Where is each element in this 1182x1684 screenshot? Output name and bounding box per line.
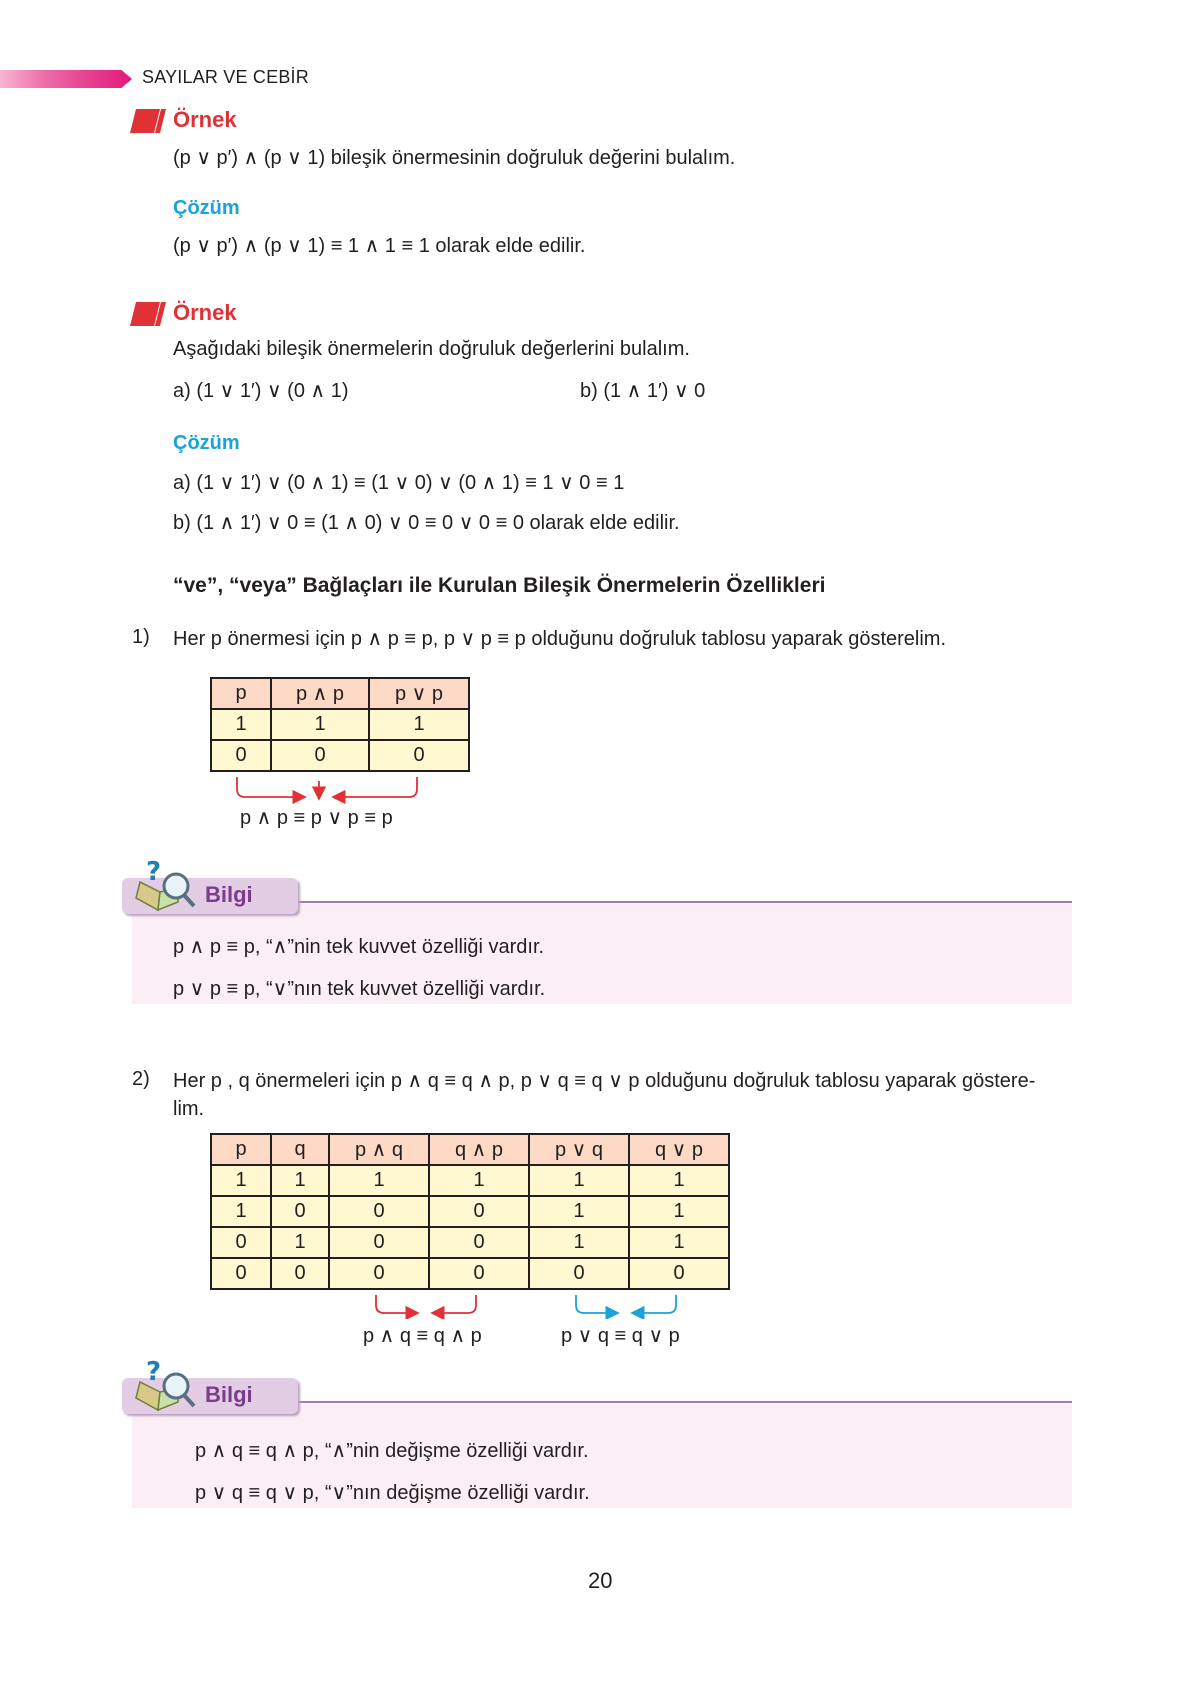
table-cell: 1 — [271, 1165, 329, 1196]
table-header-cell: p — [211, 1134, 271, 1165]
table-row — [211, 1258, 729, 1289]
item-1-number: 1) — [132, 626, 150, 648]
truth-table-1 — [210, 677, 470, 772]
example-1-solution: (p ∨ p′) ∧ (p ∨ 1) ≡ 1 ∧ 1 ≡ 1 olarak elde edilir. — [173, 235, 586, 257]
table-header-cell: p — [211, 678, 271, 709]
table-cell: 0 — [429, 1227, 529, 1258]
example-2-solution-b: b) (1 ∧ 1′) ∨ 0 ≡ (1 ∧ 0) ∨ 0 ≡ 0 ∨ 0 ≡ 0 olarak elde edilir. — [173, 512, 680, 534]
example-2-label: Örnek — [173, 300, 237, 325]
info-magnifier-book-icon — [132, 858, 198, 918]
bilgi-1-rule — [290, 901, 1072, 903]
table-cell: 1 — [211, 1196, 271, 1227]
item-2-number: 2) — [132, 1068, 150, 1090]
table-header-cell: q ∨ p — [629, 1134, 729, 1165]
bilgi-2-rule — [290, 1401, 1072, 1403]
table-cell: 0 — [329, 1258, 429, 1289]
example-1-problem: (p ∨ p′) ∧ (p ∨ 1) bileşik önermesinin doğruluk değerini bulalım. — [173, 147, 736, 169]
table-header-cell: p ∧ p — [271, 678, 369, 709]
table-row — [211, 740, 469, 771]
table-cell: 1 — [529, 1227, 629, 1258]
bilgi-2-line-1: p ∧ q ≡ q ∧ p, “∧”nin değişme özelliği vardır. — [195, 1440, 589, 1462]
page-number: 20 — [588, 1568, 613, 1593]
example-1-solution-label: Çözüm — [173, 197, 240, 219]
table-header-cell: p ∨ p — [369, 678, 469, 709]
table-cell: 1 — [529, 1196, 629, 1227]
table-cell: 1 — [271, 1227, 329, 1258]
table-header-cell: q ∧ p — [429, 1134, 529, 1165]
example-2-solution-a: a) (1 ∨ 1′) ∨ (0 ∧ 1) ≡ (1 ∨ 0) ∨ (0 ∧ 1) ≡ 1 ∨ 0 ≡ 1 — [173, 472, 625, 494]
table-cell: 1 — [429, 1165, 529, 1196]
table-cell: 1 — [529, 1165, 629, 1196]
example-2-part-a: a) (1 ∨ 1′) ∨ (0 ∧ 1) — [173, 380, 349, 402]
table-header-cell: p ∧ q — [329, 1134, 429, 1165]
table-cell: 1 — [629, 1196, 729, 1227]
table-cell: 0 — [329, 1227, 429, 1258]
table-cell: 0 — [369, 740, 469, 771]
example-2-problem: Aşağıdaki bileşik önermelerin doğruluk değerlerini bulalım. — [173, 338, 690, 360]
svg-text:?: ? — [146, 858, 162, 887]
svg-text:?: ? — [146, 1358, 162, 1387]
table-row — [211, 1165, 729, 1196]
section-title: “ve”, “veya” Bağlaçları ile Kurulan Bileşik Önermelerin Özellikleri — [173, 574, 826, 597]
table-cell: 0 — [329, 1196, 429, 1227]
table-cell: 1 — [629, 1165, 729, 1196]
table-cell: 0 — [429, 1258, 529, 1289]
item-1-conclusion: p ∧ p ≡ p ∨ p ≡ p — [240, 807, 393, 829]
bilgi-2-line-2: p ∨ q ≡ q ∨ p, “∨”nın değişme özelliği vardır. — [195, 1482, 590, 1504]
table-cell: 0 — [271, 1196, 329, 1227]
table-cell: 0 — [529, 1258, 629, 1289]
item-1-text: Her p önermesi için p ∧ p ≡ p, p ∨ p ≡ p olduğunu doğruluk tablosu yaparak gösterelim. — [173, 628, 947, 650]
table-cell: 0 — [629, 1258, 729, 1289]
table-header-cell: p ∨ q — [529, 1134, 629, 1165]
table-row — [211, 1227, 729, 1258]
table-row — [211, 1196, 729, 1227]
bilgi-1-label: Bilgi — [205, 882, 253, 907]
table-cell: 0 — [211, 1258, 271, 1289]
table-cell: 0 — [211, 740, 271, 771]
table-row — [211, 709, 469, 740]
table-cell: 0 — [429, 1196, 529, 1227]
item-2-text-line-2: lim. — [173, 1098, 205, 1120]
ornek-badge-icon — [130, 300, 168, 328]
page-header-title: SAYILAR VE CEBİR — [142, 67, 309, 87]
table-cell: 0 — [271, 1258, 329, 1289]
table-cell: 1 — [271, 709, 369, 740]
table-header-cell: q — [271, 1134, 329, 1165]
bilgi-1-line-1: p ∧ p ≡ p, “∧”nin tek kuvvet özelliği vardır. — [173, 936, 545, 958]
example-1-label: Örnek — [173, 107, 237, 132]
table-cell: 1 — [329, 1165, 429, 1196]
item-2-text-line-1: Her p , q önermeleri için p ∧ q ≡ q ∧ p, p ∨ q ≡ q ∨ p olduğunu doğruluk tablosu yaparak göstere- — [173, 1070, 1036, 1092]
example-2-part-b: b) (1 ∧ 1′) ∨ 0 — [580, 380, 706, 402]
ornek-badge-icon — [130, 107, 168, 135]
arrows-and-icon — [370, 1293, 480, 1319]
info-magnifier-book-icon — [132, 1358, 198, 1418]
bilgi-1-line-2: p ∨ p ≡ p, “∨”nın tek kuvvet özelliği vardır. — [173, 978, 546, 1000]
table-cell: 0 — [211, 1227, 271, 1258]
item-2-conclusion-or: p ∨ q ≡ q ∨ p — [561, 1325, 680, 1347]
table-cell: 1 — [629, 1227, 729, 1258]
header-accent-bar — [0, 70, 132, 88]
arrows-1-icon — [225, 775, 435, 805]
table-cell: 0 — [271, 740, 369, 771]
example-2-solution-label: Çözüm — [173, 432, 240, 454]
table-cell: 1 — [211, 1165, 271, 1196]
bilgi-2-label: Bilgi — [205, 1382, 253, 1407]
arrows-or-icon — [570, 1293, 680, 1319]
table-cell: 1 — [369, 709, 469, 740]
item-2-conclusion-and: p ∧ q ≡ q ∧ p — [363, 1325, 482, 1347]
truth-table-2 — [210, 1133, 730, 1290]
table-cell: 1 — [211, 709, 271, 740]
